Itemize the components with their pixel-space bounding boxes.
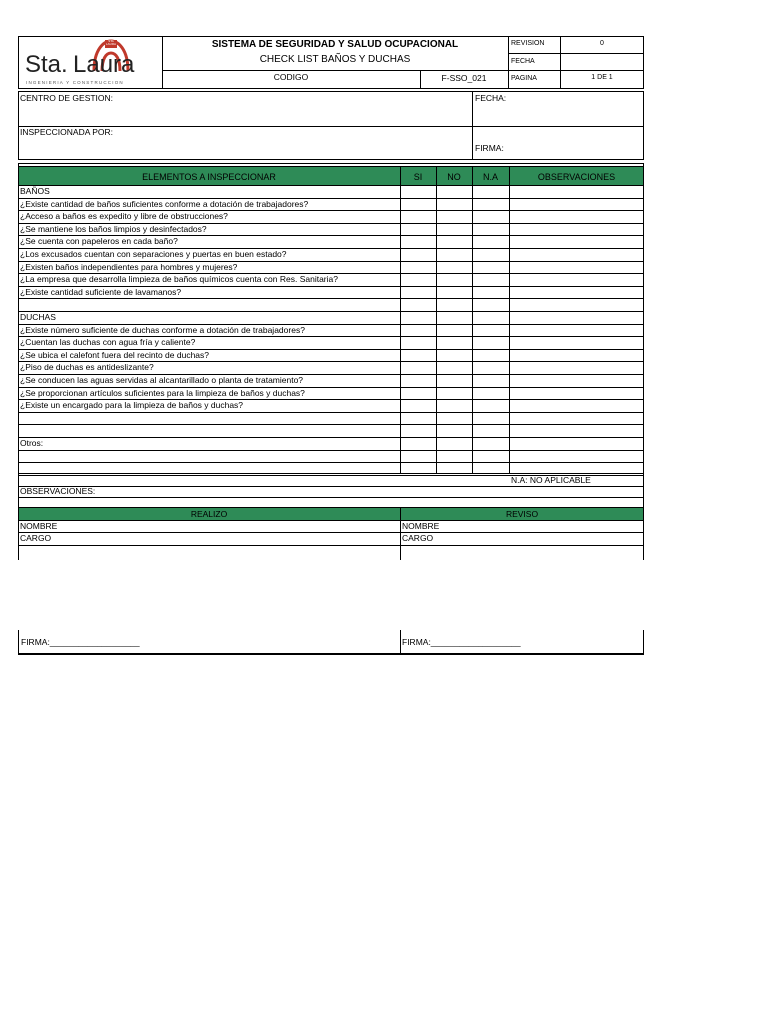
logo-subtitle: INGENIERIA Y CONSTRUCCION xyxy=(26,80,124,85)
cargo-right: CARGO xyxy=(402,533,434,543)
table-row-divider xyxy=(18,311,644,312)
fecha-label: FECHA: xyxy=(475,93,507,103)
col-elementos: ELEMENTOS A INSPECCIONAR xyxy=(142,172,276,182)
table-row-question: ¿Se ubica el calefont fuera del recinto de duchas? xyxy=(20,349,210,360)
col-observaciones: OBSERVACIONES xyxy=(537,172,616,182)
pagina-value: 1 DE 1 xyxy=(591,74,613,81)
col-si: SI xyxy=(413,172,423,182)
firma-left: FIRMA:___________________ xyxy=(21,637,140,647)
table-row-question: ¿Existe número suficiente de duchas conforme a dotación de trabajadores? xyxy=(20,324,305,335)
section-heading: BAÑOS xyxy=(20,186,50,196)
section-heading: DUCHAS xyxy=(20,312,56,322)
codigo-value: F-SSO_021 xyxy=(441,73,487,83)
table-row-divider xyxy=(18,412,644,413)
table-row-question: ¿Se cuenta con papeleros en cada baño? xyxy=(20,236,178,247)
table-row-question: ¿Existe cantidad de baños suficientes conforme a dotación de trabajadores? xyxy=(20,198,309,209)
nombre-left: NOMBRE xyxy=(20,521,58,531)
firma-info-label: FIRMA: xyxy=(475,143,504,153)
table-row-question: Otros: xyxy=(20,438,44,448)
reviso-label: REVISO xyxy=(505,509,539,519)
table-row-question: ¿Los excusados cuentan con separaciones y puertas en buen estado? xyxy=(20,249,287,259)
table-row-question: ¿Existen baños independientes para hombres y mujeres? xyxy=(20,261,238,272)
na-note: N.A: NO APLICABLE xyxy=(511,475,591,485)
table-row-divider xyxy=(18,462,644,463)
table-row-question: ¿Existe cantidad suficiente de lavamanos? xyxy=(20,286,182,297)
doc-title: CHECK LIST BAÑOS Y DUCHAS xyxy=(259,54,411,65)
logo-badge: STA LAURA xyxy=(105,39,116,46)
table-row-question: ¿Cuentan las duchas con agua fría y caliente? xyxy=(20,337,196,348)
codigo-label: CODIGO xyxy=(273,72,309,82)
logo-text-left: Sta. xyxy=(25,51,68,78)
table-row-question: ¿Piso de duchas es antideslizante? xyxy=(20,362,154,373)
table-row-question: ¿Se proporcionan artículos suficientes para la limpieza de baños y duchas? xyxy=(20,387,305,398)
centro-label: CENTRO DE GESTION: xyxy=(20,93,114,103)
revision-label: REVISION xyxy=(511,40,545,47)
system-title: SISTEMA DE SEGURIDAD Y SALUD OCUPACIONAL xyxy=(211,39,459,50)
table-row-divider xyxy=(18,450,644,451)
table-row-question: ¿La empresa que desarrolla limpieza de baños químicos cuenta con Res. Sanitaria? xyxy=(20,274,338,285)
revision-value: 0 xyxy=(600,40,604,47)
fecha-header-label: FECHA xyxy=(511,58,535,65)
table-row-divider xyxy=(18,437,644,438)
realizo-label: REALIZO xyxy=(190,509,228,519)
table-row-divider xyxy=(18,298,644,299)
table-row-question: ¿Se mantiene los baños limpios y desinfectados? xyxy=(20,223,207,234)
table-row-divider xyxy=(18,424,644,425)
observaciones-label: OBSERVACIONES: xyxy=(20,486,96,496)
firma-right: FIRMA:___________________ xyxy=(402,637,521,647)
col-na: N.A xyxy=(482,172,498,182)
table-row-question: ¿Existe un encargado para la limpieza de baños y duchas? xyxy=(20,400,244,411)
table-row-question: ¿Acceso a baños es expedito y libre de obstrucciones? xyxy=(20,211,228,222)
cargo-left: CARGO xyxy=(20,533,52,543)
inspeccionada-label: INSPECCIONADA POR: xyxy=(20,127,114,137)
col-no: NO xyxy=(447,172,461,182)
table-row-question: ¿Se conducen las aguas servidas al alcantarillado o planta de tratamiento? xyxy=(20,375,304,385)
pagina-label: PAGINA xyxy=(511,75,537,82)
nombre-right: NOMBRE xyxy=(402,521,440,531)
logo-text-right: Laura xyxy=(73,51,135,78)
